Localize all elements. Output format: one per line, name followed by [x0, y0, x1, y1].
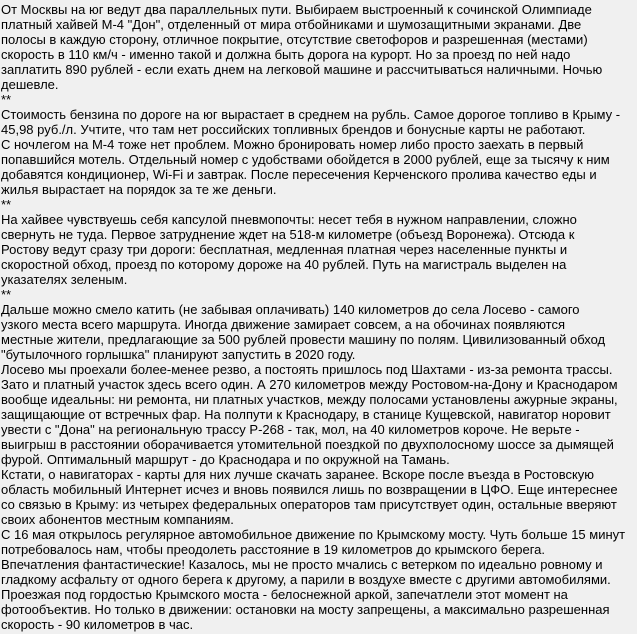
- text-line: Кстати, о навигаторах - карты для них лучше скачать заранее. Вскоре после въезда в Ростовскую: [1, 467, 595, 482]
- text-line: выигрыш в расстоянии оборачивается утомительной поездкой по двухполосному шоссе за дымящей: [1, 437, 614, 452]
- text-line: гладкому асфальту от одного берега к другому, а парили в воздухе вместе с другими автомобилями.: [1, 572, 611, 587]
- paragraph-separator: **: [1, 287, 12, 302]
- text-line: скорость - 90 километров в час.: [1, 617, 194, 632]
- text-line: фурой. Оптимальный маршрут - до Краснодара и по окружной на Тамань.: [1, 452, 450, 467]
- text-line: защищающие от встречных фар. На полпути к Краснодару, в станице Кущевской, навигатор норовит: [1, 407, 611, 422]
- text-line: С ночлегом на М-4 тоже нет проблем. Можно бронировать номер либо просто заехать в первый: [1, 137, 584, 152]
- paragraph-separator: **: [1, 197, 12, 212]
- text-line: Впечатления фантастические! Казалось, мы не просто мчались с ветерком по идеально ровному и: [1, 557, 603, 572]
- text-line: Лосево мы проехали более-менее резво, а постоять пришлось под Шахтами - из-за ремонта трассы.: [1, 362, 613, 377]
- text-line: заплатить 890 рублей - если ехать днем на легковой машине и рассчитываться наличными. Ночью: [1, 62, 603, 77]
- text-line: попавшийся мотель. Отдельный номер с удобствами обойдется в 2000 рублей, еще за тысячу к ним: [1, 152, 610, 167]
- text-line: скоростной обход, проезд по которому дороже на 40 рублей. Путь на магистраль выделен на: [1, 257, 567, 272]
- text-line: область мобильный Интернет исчез и вновь появился лишь по возвращении в ЦФО. Еще интереснее: [1, 482, 618, 497]
- text-line: Дальше можно смело катить (не забывая оплачивать) 140 километров до села Лосево - самого: [1, 302, 580, 317]
- text-line: дешевле.: [1, 77, 59, 92]
- text-line: указателях зеленым.: [1, 272, 128, 287]
- text-line: увести с "Дона" на региональную трассу Р-268 - так, мол, на 40 километров короче. Не верьте -: [1, 422, 580, 437]
- text-line: своих абонентов местным компаниям.: [1, 512, 234, 527]
- text-line: со связью в Крыму: из четырех федеральных операторов там присутствует один, остальные вверяют: [1, 497, 617, 512]
- text-line: жилья вырастает на порядок за те же деньги.: [1, 182, 277, 197]
- text-line: Зато и платный участок здесь всего один. А 270 километров между Ростовом-на-Дону и Краснодаром: [1, 377, 618, 392]
- text-line: На хайвее чувствуешь себя капсулой пневмопочты: несет тебя в нужном направлении, сложно: [1, 212, 577, 227]
- text-line: фотообъектив. Но только в движении: остановки на мосту запрещены, а максимально разрешенная: [1, 602, 610, 617]
- text-line: Стоимость бензина по дороге на юг вырастает в среднем на рубль. Самое дорогое топливо в Крыму -: [1, 107, 621, 122]
- text-line: узкого места всего маршрута. Иногда движение замирает совсем, а на обочинах появляются: [1, 317, 566, 332]
- text-line: полосы в каждую сторону, отличное покрытие, отсутствие светофоров и разрешенная (местами): [1, 32, 588, 47]
- text-line: "бутылочного горлышка" планируют запустить в 2020 году.: [1, 347, 356, 362]
- paragraph-separator: **: [1, 92, 12, 107]
- text-line: добавятся кондиционер, Wi-Fi и завтрак. После пересечения Керченского пролива качество еды и: [1, 167, 597, 182]
- text-line: скорость в 110 км/ч - именно такой и должна быть дорога на курорт. Но за проезд по ней надо: [1, 47, 571, 62]
- text-line: От Москвы на юг ведут два параллельных пути. Выбираем выстроенный к сочинской Олимпиаде: [1, 2, 592, 17]
- text-line: Ростову ведут сразу три дороги: бесплатная, медленная платная через населенные пункты и: [1, 242, 568, 257]
- text-line: местные жители, предлагающие за 500 рублей провести машину по полям. Цивилизованный обход: [1, 332, 606, 347]
- text-line: вообще идеальны: ни ремонта, ни платных участков, между полосами установлены ажурные экраны,: [1, 392, 618, 407]
- text-line: платный хайвей М-4 "Дон", отделенный от мира отбойниками и шумозащитными экранами. Две: [1, 17, 582, 32]
- text-line: потребовалось нам, чтобы преодолеть расстояние в 19 километров до крымского берега.: [1, 542, 546, 557]
- text-line: С 16 мая открылось регулярное автомобильное движение по Крымскому мосту. Чуть больше 15 минут: [1, 527, 626, 542]
- text-line: Проезжая под гордостью Крымского моста - белоснежной аркой, запечатлели этот момент на: [1, 587, 568, 602]
- text-line: 45,98 руб./л. Учтите, что там нет российских топливных брендов и бонусные карты не работают.: [1, 122, 586, 137]
- text-line: свернуть не туда. Первое затруднение ждет на 518-м километре (объезд Воронежа). Отсюда к: [1, 227, 575, 242]
